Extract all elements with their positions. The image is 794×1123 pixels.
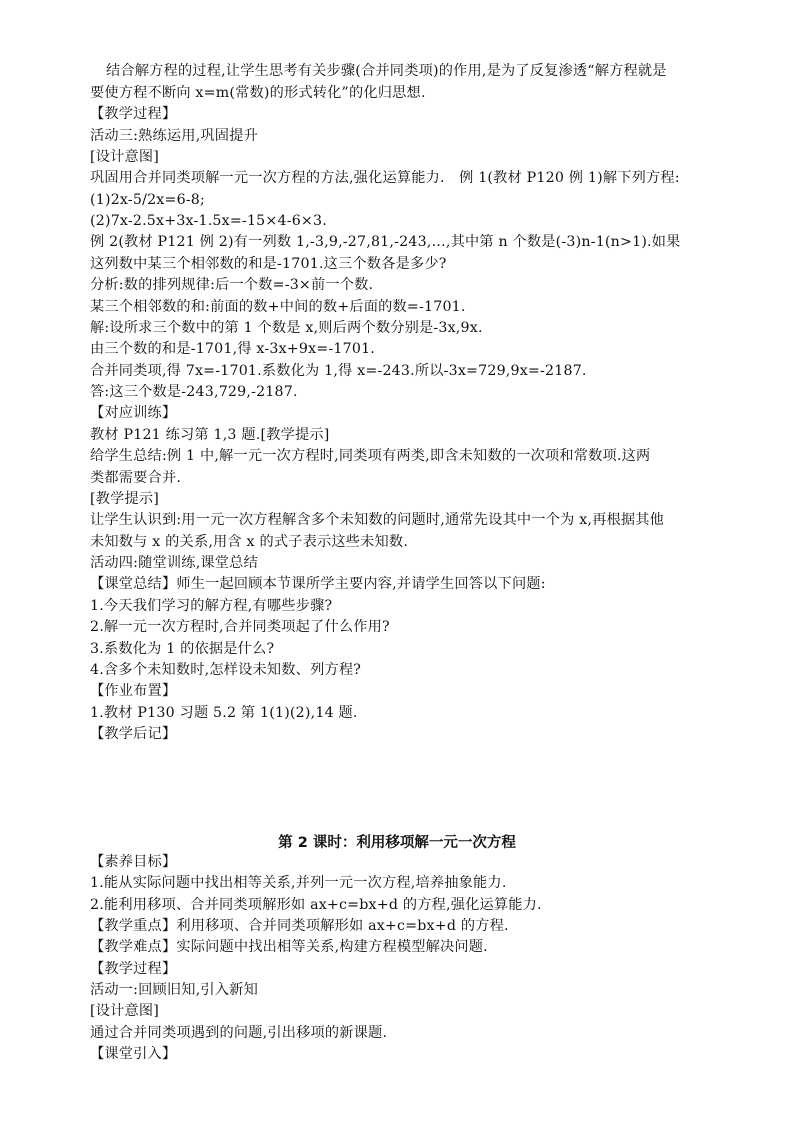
question-line: 4.含多个未知数时,怎样设未知数、列方程?	[90, 662, 362, 678]
objective-line: 2.能利用移项、合并同类项解形如 ax+c=bx+d 的方程,强化运算能力.	[90, 897, 542, 913]
paragraph-line: 结合解方程的过程,让学生思考有关步骤(合并同类项)的作用,是为了反复渗透“解方程就是	[106, 63, 667, 79]
paragraph-line: 教材 P121 练习第 1,3 题.[教学提示]	[90, 427, 330, 443]
paragraph-line: 类都需要合并.	[90, 470, 182, 486]
solution-line: 由三个数的和是-1701,得 x-3x+9x=-1701.	[90, 341, 376, 357]
design-intent-label: [设计意图]	[90, 149, 160, 165]
section-heading: 【教学过程】	[90, 106, 177, 122]
question-line: 2.解一元一次方程时,合并同类项起了什么作用?	[90, 619, 390, 635]
activity-heading: 活动四:随堂训练,课堂总结	[90, 555, 258, 571]
design-intent-label: [设计意图]	[90, 1003, 160, 1019]
paragraph-line: 这列数中某三个相邻数的和是-1701.这三个数各是多少?	[90, 256, 447, 272]
section-heading: 【课堂总结】师生一起回顾本节课所学主要内容,并请学生回答以下问题:	[90, 576, 546, 592]
equation-line: (1)2x-5/2x=6-8;	[90, 192, 206, 208]
paragraph-line: 要使方程不断向 x=m(常数)的形式转化”的化归思想.	[90, 85, 426, 101]
analysis-line: 分析:数的排列规律:后一个数=-3×前一个数.	[90, 277, 374, 293]
key-point-line: 【教学重点】利用移项、合并同类项解形如 ax+c=bx+d 的方程.	[90, 918, 509, 934]
paragraph-line: 巩固用合并同类项解一元一次方程的方法,强化运算能力. 例 1(教材 P120 例 1)解下列方程:	[90, 170, 680, 186]
equation-line: (2)7x-2.5x+3x-1.5x=-15×4-6×3.	[90, 213, 327, 229]
answer-line: 答:这三个数是-243,729,-2187.	[90, 384, 298, 400]
homework-line: 1.教材 P130 习题 5.2 第 1(1)(2),14 题.	[90, 705, 358, 721]
objective-line: 1.能从实际问题中找出相等关系,并列一元一次方程,培养抽象能力.	[90, 875, 507, 891]
paragraph-line: 给学生总结:例 1 中,解一元一次方程时,同类项有两类,即含未知数的一次项和常数项.这两	[90, 448, 651, 464]
paragraph-line: 让学生认识到:用一元一次方程解含多个未知数的问题时,通常先设其中一个为 x,再根据其他	[90, 512, 665, 528]
solution-line: 解:设所求三个数中的第 1 个数是 x,则后两个数分别是-3x,9x.	[90, 320, 483, 336]
question-line: 1.今天我们学习的解方程,有哪些步骤?	[90, 598, 333, 614]
section-heading: 【教学过程】	[90, 961, 177, 977]
paragraph-line: 未知数与 x 的关系,用含 x 的式子表示这些未知数.	[90, 534, 409, 550]
activity-heading: 活动三:熟练运用,巩固提升	[90, 128, 258, 144]
section-heading: 【作业布置】	[90, 683, 177, 699]
difficulty-line: 【教学难点】实际问题中找出相等关系,构建方程模型解决问题.	[90, 939, 488, 955]
lesson-title: 第 2 课时：利用移项解一元一次方程	[278, 835, 516, 851]
analysis-line: 某三个相邻数的和:前面的数+中间的数+后面的数=-1701.	[90, 299, 466, 315]
section-heading: 【课堂引入】	[90, 1046, 177, 1062]
section-heading: 【素养目标】	[90, 854, 177, 870]
section-heading: 【教学后记】	[90, 726, 177, 742]
activity-heading: 活动一:回顾旧知,引入新知	[90, 982, 258, 998]
question-line: 3.系数化为 1 的依据是什么?	[90, 641, 275, 657]
paragraph-line: 通过合并同类项遇到的问题,引出移项的新课题.	[90, 1025, 388, 1041]
paragraph-line: 例 2(教材 P121 例 2)有一列数 1,-3,9,-27,81,-243,…,其中第 n 个数是(-3)n-1(n>1).如果	[90, 234, 681, 250]
section-heading: 【对应训练】	[90, 405, 177, 421]
solution-line: 合并同类项,得 7x=-1701.系数化为 1,得 x=-243.所以-3x=729,9x=-2187.	[90, 363, 587, 379]
teaching-tip-label: [教学提示]	[90, 491, 160, 507]
